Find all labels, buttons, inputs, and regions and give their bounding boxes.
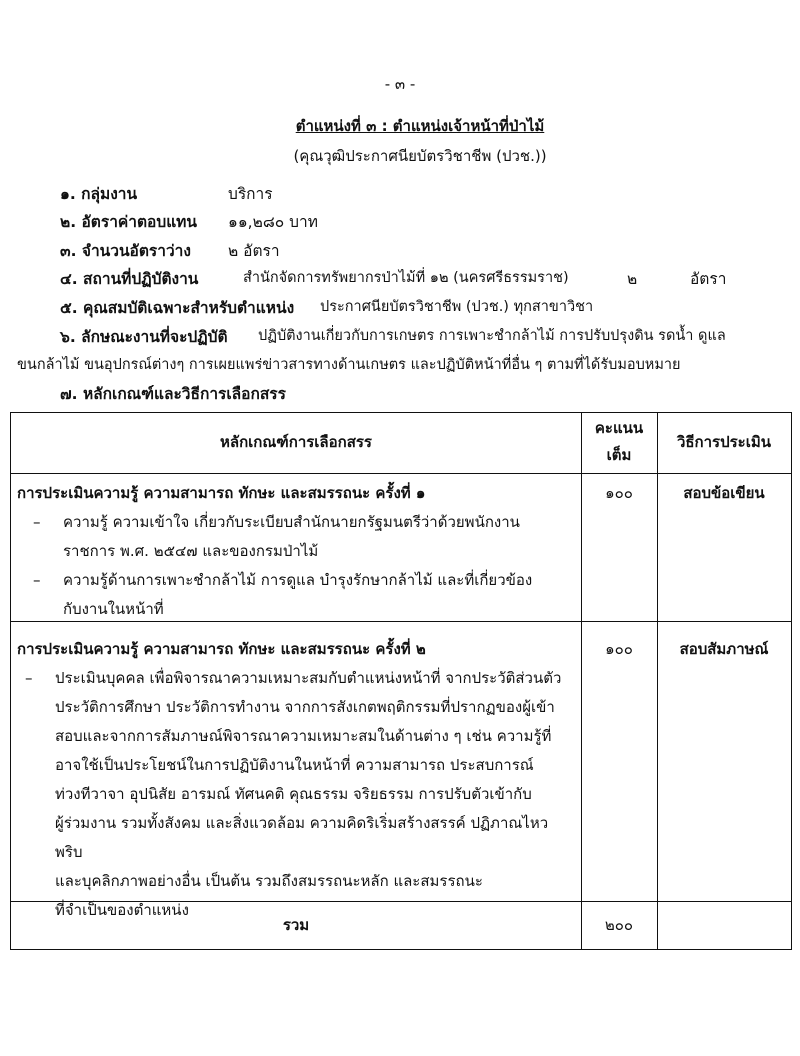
header-method: วิธีการประเมิน: [676, 433, 772, 451]
info-item-vacancies: [60, 238, 191, 263]
info-item-selection-criteria: [60, 381, 286, 406]
info-value: สำนักจัดการทรัพยากรป่าไม้ที่ ๑๒ (นครศรีธรรมราช): [243, 270, 569, 286]
score-round-1: ๑๐๐: [605, 484, 633, 502]
list-item: [33, 508, 573, 566]
header-score-line2: เต็ม: [606, 446, 632, 464]
header-criteria: หลักเกณฑ์การเลือกสรร: [220, 433, 372, 451]
bullet-line: สอบและจากการสัมภาษณ์พิจารณาความเหมาะสมในด้านต่าง ๆ เช่น ความรู้ที่: [55, 727, 552, 745]
info-value-continued: ขนกล้าไม้ ขนอุปกรณ์ต่างๆ การเผยแพร่ข่าวสารทางด้านเกษตร และปฏิบัติหน้าที่อื่น ๆ ตามที่ได้รับมอบหมาย: [17, 357, 681, 373]
bullet-line: อาจใช้เป็นประโยชน์ในการปฏิบัติงานในหน้าที่ ความสามารถ ประสบการณ์: [55, 756, 534, 774]
info-label: ๑. กลุ่มงาน: [60, 185, 138, 203]
qualification-subtitle: (คุณวุฒิประกาศนียบัตรวิชาชีพ (ปวช.)): [293, 147, 547, 165]
info-item-workplace: [60, 266, 198, 291]
bullet-line: ประเมินบุคคล เพื่อพิจารณาความเหมาะสมกับตำแหน่งหน้าที่ จากประวัติส่วนตัว: [55, 669, 562, 687]
method-round-2: สอบสัมภาษณ์: [679, 640, 769, 658]
bullet-line: ความรู้ ความเข้าใจ เกี่ยวกับระเบียบสำนักนายกรัฐมนตรีว่าด้วยพนักงาน: [63, 513, 520, 531]
bullet-line: ที่จำเป็นของตำแหน่ง: [55, 901, 189, 919]
criteria-title-round-2: การประเมินความรู้ ความสามารถ ทักษะ และสมรรถนะ ครั้งที่ ๒: [17, 640, 426, 658]
score-round-2: ๑๐๐: [605, 640, 633, 658]
info-item-salary: [60, 209, 197, 234]
selection-criteria-table: [10, 412, 792, 950]
list-item: [25, 664, 575, 925]
header-score: [581, 415, 657, 469]
info-unit: อัตรา: [690, 270, 727, 288]
info-value: ปฏิบัติงานเกี่ยวกับการเกษตร การเพาะชำกล้าไม้ การปรับปรุงดิน รดน้ำ ดูแล: [258, 328, 726, 344]
table-divider: [11, 473, 791, 474]
info-label: ๓. จำนวนอัตราว่าง: [60, 242, 191, 260]
total-score: ๒๐๐: [604, 916, 634, 934]
dash-bullet-icon: –: [25, 669, 33, 687]
bullet-line: ผู้ร่วมงาน รวมทั้งสังคม และสิ่งแวดล้อม ความคิดริเริ่มสร้างสรรค์ ปฏิภาณไหวพริบ: [55, 814, 549, 861]
criteria-title-round-1: การประเมินความรู้ ความสามารถ ทักษะ และสมรรถนะ ครั้งที่ ๑: [17, 484, 426, 502]
info-item-job-description: [60, 324, 228, 349]
total-label: รวม: [282, 916, 310, 934]
info-label: ๔. สถานที่ปฏิบัติงาน: [60, 270, 199, 288]
list-item: [33, 566, 573, 624]
info-label: ๗. หลักเกณฑ์และวิธีการเลือกสรร: [60, 385, 286, 403]
method-round-1: สอบข้อเขียน: [683, 484, 765, 502]
dash-bullet-icon: –: [33, 513, 41, 531]
position-title: ตำแหน่งที่ ๓ : ตำแหน่งเจ้าหน้าที่ป่าไม้: [295, 117, 545, 135]
bullet-line: ท่วงทีวาจา อุปนิสัย อารมณ์ ทัศนคติ คุณธรรม จริยธรรม การปรับตัวเข้ากับ: [55, 785, 532, 803]
info-label: ๖. ลักษณะงานที่จะปฏิบัติ: [60, 328, 228, 346]
bullet-line: และบุคลิกภาพอย่างอื่น เป็นต้น รวมถึงสมรรถนะหลัก และสมรรถนะ: [55, 872, 483, 890]
info-value: ประกาศนียบัตรวิชาชีพ (ปวช.) ทุกสาขาวิชา: [320, 299, 594, 315]
info-value: ๒ อัตรา: [228, 242, 280, 260]
info-value: บริการ: [228, 185, 273, 203]
bullet-line: กับงานในหน้าที่: [63, 600, 164, 618]
info-item-work-group: [60, 181, 137, 206]
page-number: - ๓ -: [384, 75, 416, 93]
bullet-line: ความรู้ด้านการเพาะชำกล้าไม้ การดูแล บำรุงรักษากล้าไม้ และที่เกี่ยวข้อง: [63, 571, 533, 589]
header-score-line1: คะแนน: [594, 419, 644, 437]
bullet-line: ราชการ พ.ศ. ๒๕๔๗ และของกรมป่าไม้: [63, 542, 319, 560]
info-label: ๕. คุณสมบัติเฉพาะสำหรับตำแหน่ง: [60, 299, 295, 317]
bullet-line: ประวัติการศึกษา ประวัติการทำงาน จากการสังเกตพฤติกรรมที่ปรากฏของผู้เข้า: [55, 698, 555, 716]
info-label: ๒. อัตราค่าตอบแทน: [60, 213, 197, 231]
info-item-qualification: [60, 295, 294, 320]
info-value: ๑๑,๒๘๐ บาท: [228, 213, 318, 231]
info-count: ๒: [627, 270, 638, 288]
dash-bullet-icon: –: [33, 571, 41, 589]
